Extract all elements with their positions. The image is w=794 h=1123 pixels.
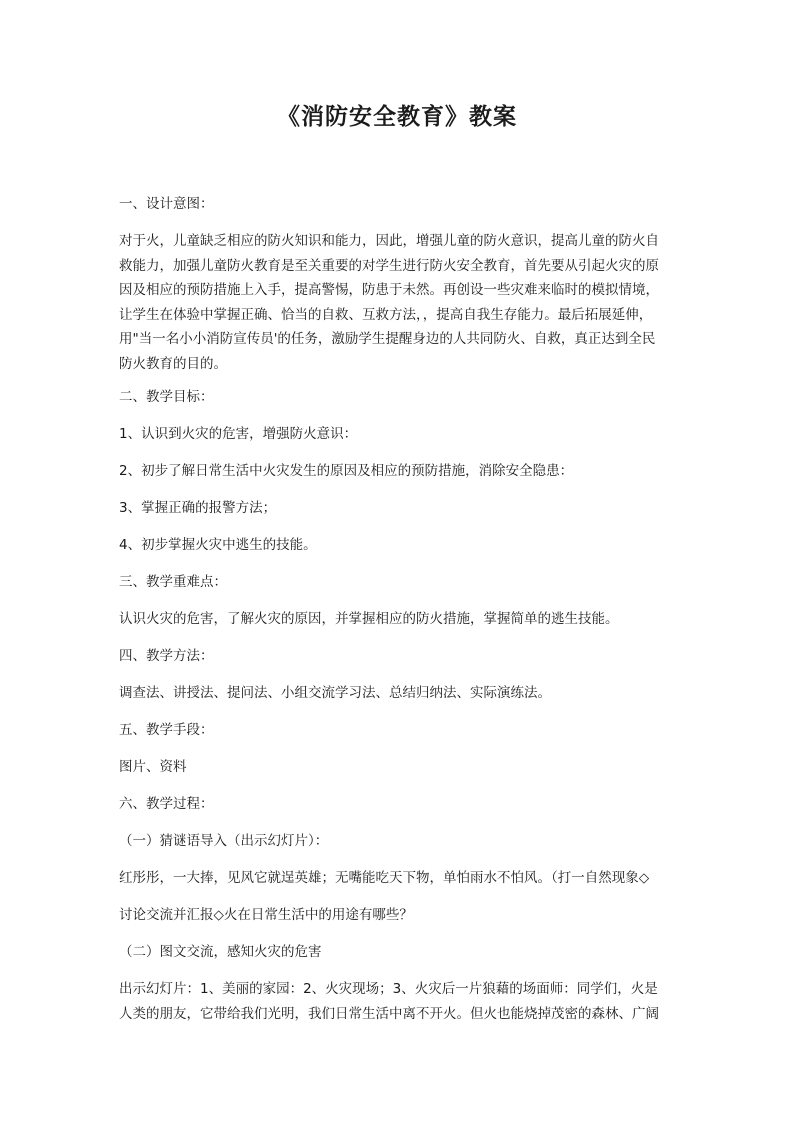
slides-paragraph (119, 977, 679, 1026)
paragraph-line: 人类的朋友，它带给我们光明，我们日常生活中离不开火。但火也能烧掉茂密的森林、广阔 (119, 1005, 659, 1022)
key-difficulties-text: 认识火灾的危害，了解火灾的原因，并掌握相应的防火措施，掌握简单的逃生技能。 (119, 611, 619, 627)
section-heading-teaching-process: 六、教学过程： (119, 796, 214, 812)
paragraph-line: 让学生在体验中掌握正确、恰当的自救、互救方法，，提高自我生存能力。最后拓展延伸， (119, 306, 653, 323)
document-title: 《消防安全教育》教案 (277, 104, 517, 130)
paragraph-line: 对于火，儿童缺乏相应的防火知识和能力，因此，增强儿童的防火意识，提高儿童的防火自 (119, 233, 659, 249)
paragraph-line: 因及相应的预防措施上入手，提高警惕，防患于未然。再创设一些灾难来临时的模拟情境， (119, 282, 659, 298)
process-step-heading: （二）图文交流，感知火灾的危害 (119, 944, 322, 960)
section-heading-design-intent: 一、设计意图： (119, 196, 214, 212)
section-heading-teaching-objectives: 二、教学目标： (119, 389, 214, 405)
objective-item: 1、认识到火灾的危害，增强防火意识： (119, 426, 358, 442)
design-intent-paragraph (119, 229, 679, 376)
teaching-methods-text: 调查法、讲授法、提问法、小组交流学习法、总结归纳法、实际演练法。 (119, 685, 551, 701)
paragraph-line: 用"当一名小小消防宣传员'的任务，激励学生提醒身边的人共同防火、自救，真正达到全民 (119, 331, 656, 347)
objective-item: 4、初步掌握火灾中逃生的技能。 (119, 537, 317, 553)
paragraph-line: 出示幻灯片：1、美丽的家园：2、火灾现场；3、火灾后一片狼藉的场面师：同学们，火是 (119, 981, 658, 997)
paragraph-line: 防火教育的目的。 (119, 355, 227, 372)
section-heading-key-difficulties: 三、教学重难点： (119, 574, 227, 590)
objective-item: 3、掌握正确的报警方法； (119, 500, 277, 516)
section-heading-teaching-means: 五、教学手段： (119, 722, 214, 738)
paragraph-line: 救能力，加强儿童防火教育是至关重要的对学生进行防火安全教育，首先要从引起火灾的原 (119, 257, 659, 274)
process-step-heading: （一）猜谜语导入（出示幻灯片）： (119, 833, 329, 849)
teaching-means-text: 图片、资料 (119, 759, 187, 775)
riddle-text: 红彤彤，一大捧，见风它就逞英雄；无嘴能吃天下物，单怕雨水不怕风。（打一自然现象◇ (119, 870, 650, 886)
section-heading-teaching-methods: 四、教学方法： (119, 648, 214, 664)
discussion-text: 讨论交流并汇报◇火在日常生活中的用途有哪些？ (119, 907, 413, 923)
objective-item: 2、初步了解日常生活中火灾发生的原因及相应的预防措施，消除安全隐患： (119, 463, 574, 479)
